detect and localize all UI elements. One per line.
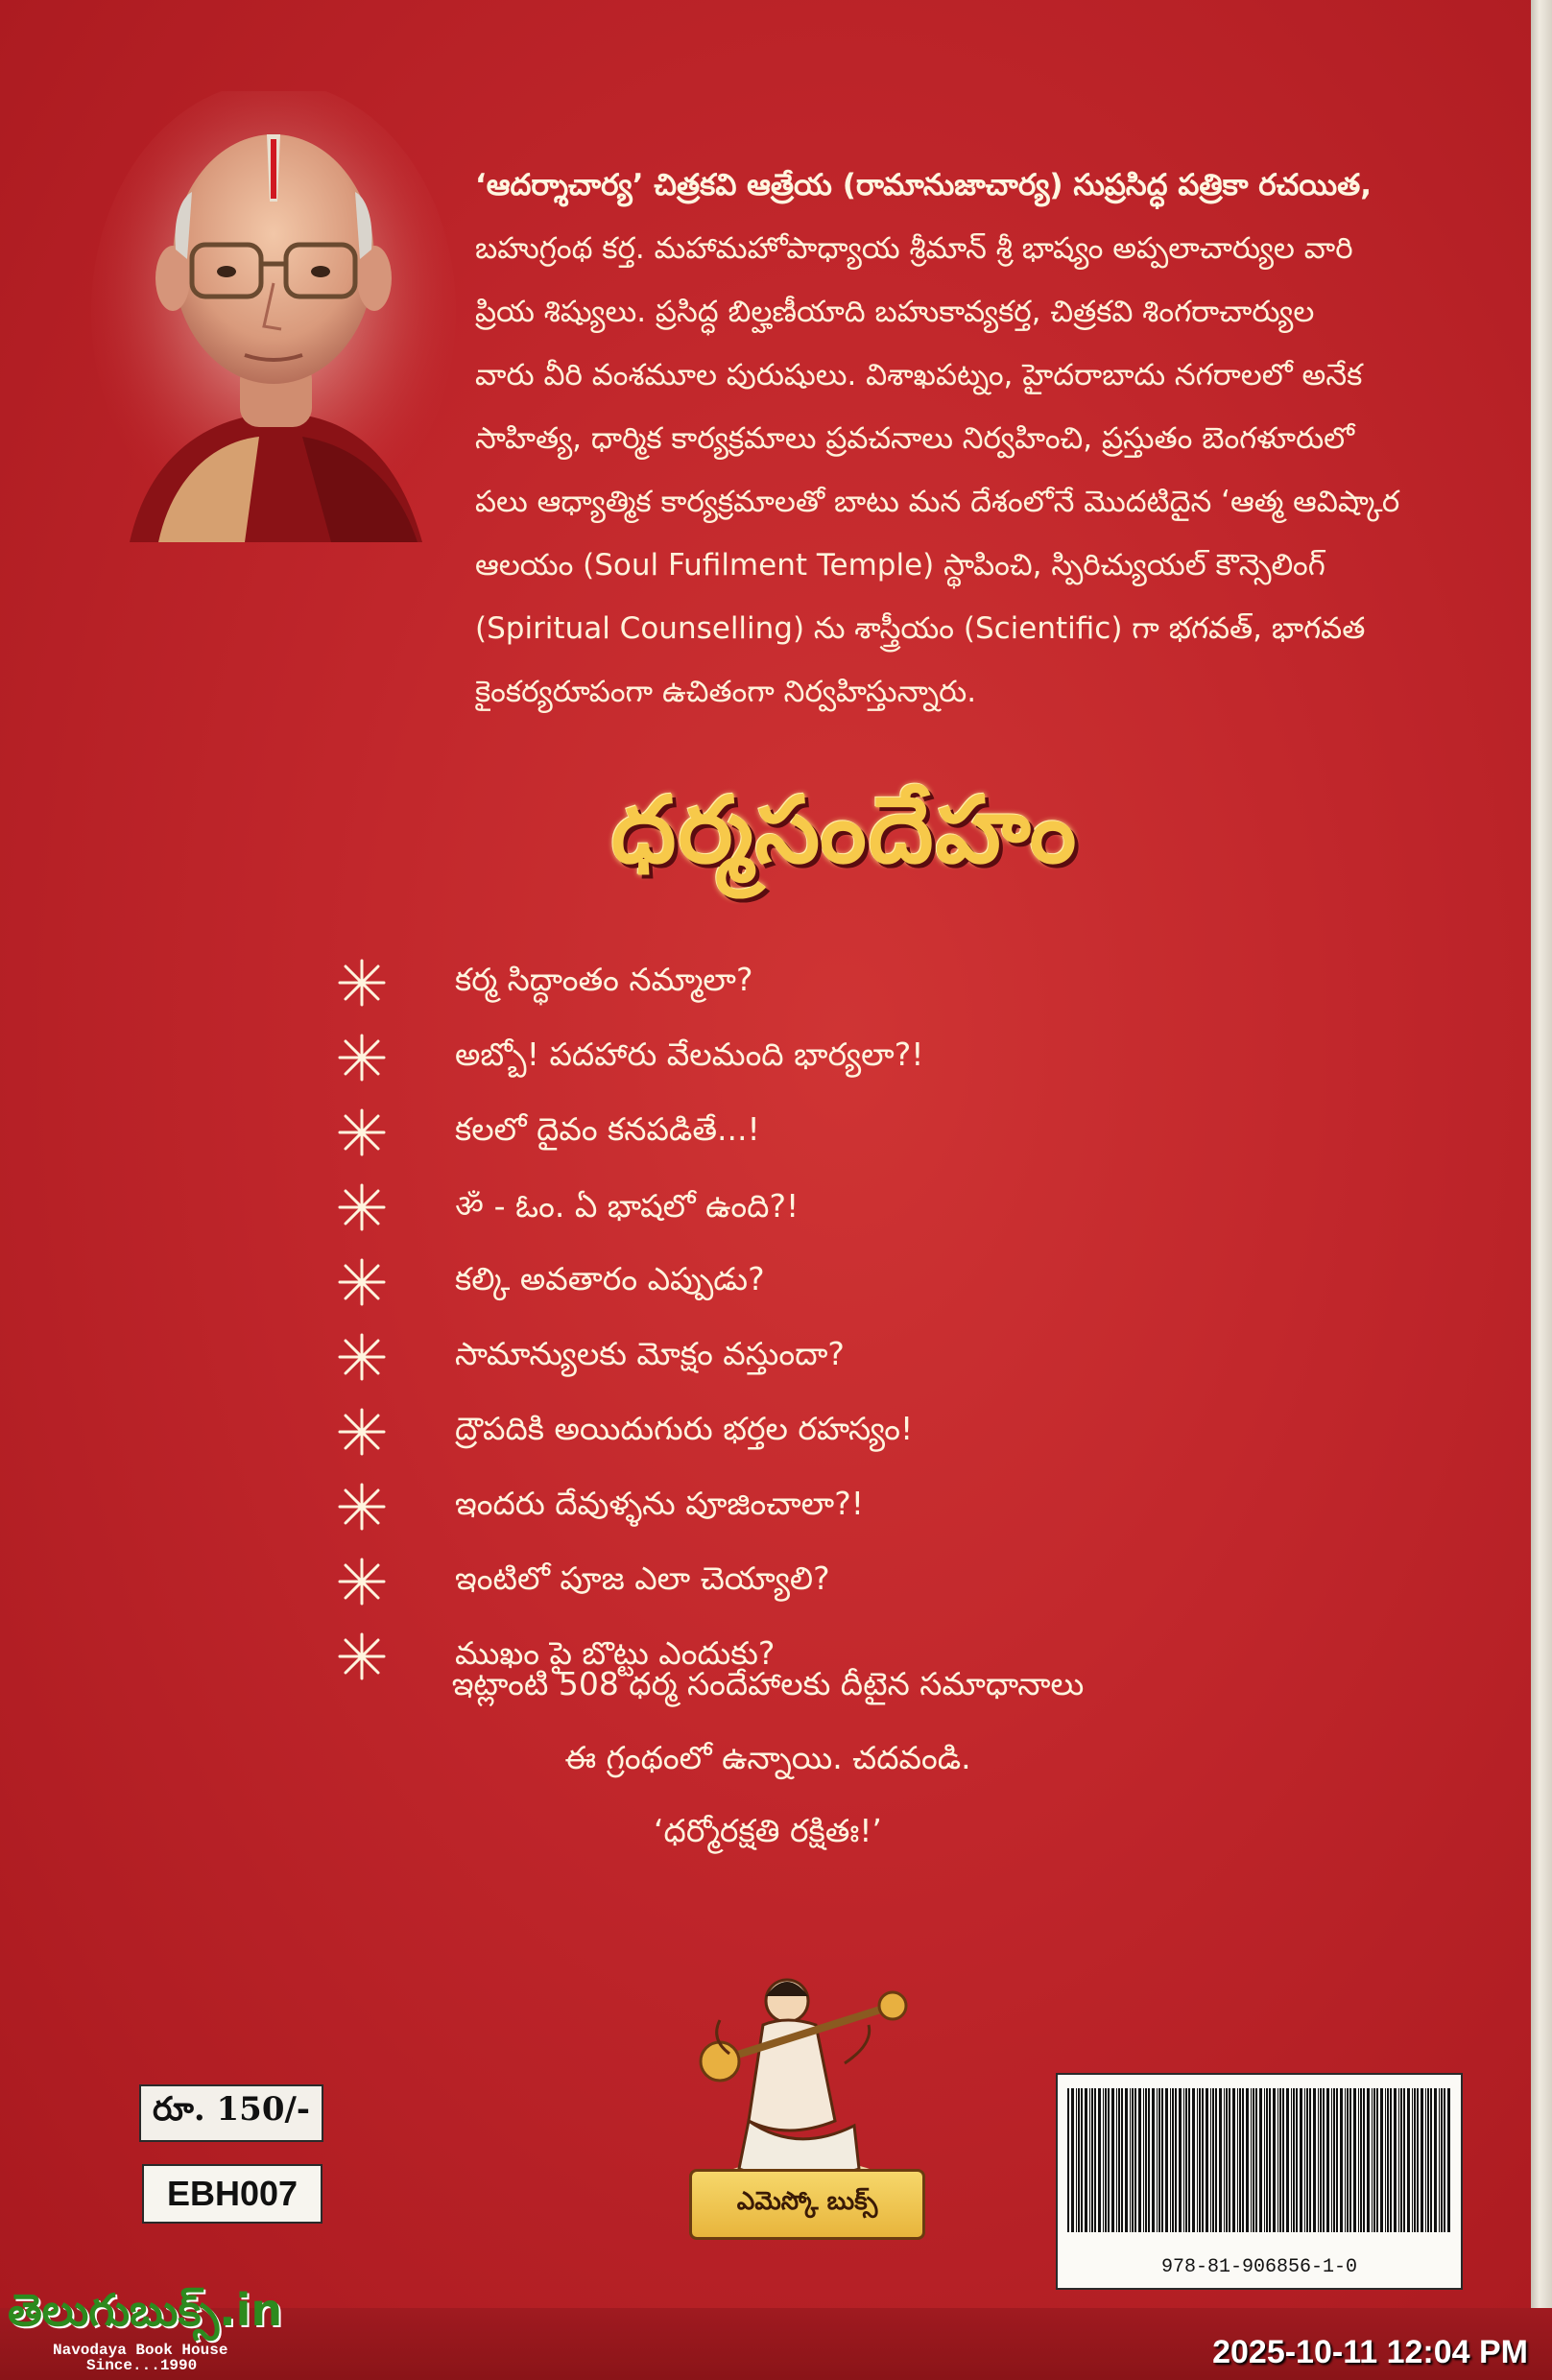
asterisk-icon	[336, 957, 388, 1009]
list-item	[336, 1320, 1200, 1394]
bio-line: ఆలయం (Soul Fufilment Temple) స్థాపించి, స్పిరిచ్యుయల్ కౌన్సెలింగ్	[475, 548, 1325, 583]
barcode	[1056, 2073, 1463, 2290]
asterisk-icon	[336, 1406, 388, 1458]
author-bio	[475, 154, 1521, 534]
bio-line: (Spiritual Counselling) ను శాస్త్రీయం (Scientific) గా భగవత్, భాగవత	[475, 611, 1366, 646]
question-text: కల్కి అవతారం ఎప్పుడు?	[455, 1259, 765, 1297]
list-item	[336, 1394, 1200, 1469]
bio-line: కైంకర్యరూపంగా ఉచితంగా నిర్వహిస్తున్నారు.	[475, 675, 977, 709]
question-text: ద్రౌపదికి అయిదుగురు భర్తల రహస్యం!	[455, 1409, 914, 1447]
photo-timestamp: 2025-10-11 12:04 PM	[1212, 2334, 1528, 2370]
publisher-name: ఎమెస్కో బుక్స్	[689, 2169, 925, 2240]
list-item	[336, 1245, 1200, 1320]
list-item	[336, 1095, 1200, 1170]
bio-line: బహుగ్రంథ కర్త. మహామహోపాధ్యాయ శ్రీమాన్ శ్రీ భాష్యం అప్పలాచార్యుల వారి	[475, 231, 1353, 266]
question-text: కలలో దైవం కనపడితే...!	[455, 1109, 760, 1148]
site-logo-since: Since...1990	[86, 2357, 198, 2374]
asterisk-icon	[336, 1032, 388, 1083]
bio-line: సాహిత్య, ధార్మిక కార్యక్రమాలు ప్రవచనాలు నిర్వహించి, ప్రస్తుతం బెంగళూరులో	[475, 421, 1355, 456]
author-bio-continued	[475, 534, 1521, 724]
question-text: సామాన్యులకు మోక్షం వస్తుందా?	[455, 1334, 845, 1372]
question-text: ఇంటిలో పూజ ఎలా చెయ్యాలి?	[455, 1559, 830, 1597]
bio-line: ‘ఆదర్శాచార్య’ చిత్రకవి ఆత్రేయ (రామానుజాచార్య) సుప్రసిద్ధ పత్రికా రచయిత,	[475, 168, 1373, 202]
isbn-number: 978-81-906856-1-0	[1160, 2256, 1358, 2278]
question-text: ముఖం పై బొట్టు ఎందుకు?	[455, 1633, 776, 1672]
product-code: EBH007	[142, 2164, 322, 2224]
asterisk-icon	[336, 1181, 388, 1233]
asterisk-icon	[336, 1331, 388, 1383]
list-item	[336, 1020, 1200, 1095]
bio-line: పలు ఆధ్యాత్మిక కార్యక్రమాలతో బాటు మన దేశంలోనే మొదటిదైన ‘ఆత్మ ఆవిష్కార	[475, 485, 1400, 519]
barcode-bars	[1067, 2088, 1451, 2232]
bio-line: వారు వీరి వంశమూల పురుషులు. విశాఖపట్నం, హైదరాబాదు నగరాలలో అనేక	[475, 358, 1363, 393]
site-logo-subtitle: Navodaya Book House	[53, 2342, 228, 2359]
closing-motto: ‘ధర్మోరక్షతి రక్షితః!’	[654, 1812, 882, 1849]
asterisk-icon	[336, 1481, 388, 1533]
asterisk-icon	[336, 1256, 388, 1308]
closing-line-1: ఇట్లాంటి 508 ధర్మ సందేహాలకు దీటైన సమాధానాలు	[451, 1665, 1085, 1702]
question-text: అబ్బో! పదహారు వేలమంది భార్యలా?!	[455, 1035, 924, 1073]
bio-line: ప్రియ శిష్యులు. ప్రసిద్ధ బిల్హణీయాది బహుకావ్యకర్త, చిత్రకవి శింగరాచార్యుల	[475, 295, 1315, 329]
author-portrait	[91, 91, 456, 542]
book-title: ధర్మసందేహం	[610, 775, 1079, 884]
list-item	[336, 1170, 1200, 1245]
price-label: రూ. 150/-	[139, 2084, 323, 2142]
question-text: ॐ - ఓం. ఏ భాషలో ఉంది?!	[455, 1186, 800, 1225]
question-text: కర్మ సిద్ధాంతం నమ్మాలా?	[455, 960, 753, 998]
question-list	[336, 945, 1200, 1694]
asterisk-icon	[336, 1556, 388, 1607]
asterisk-icon	[336, 1107, 388, 1158]
list-item	[336, 1469, 1200, 1544]
list-item	[336, 1544, 1200, 1619]
closing-line-2: ఈ గ్రంథంలో ఉన్నాయి. చదవండి.	[564, 1739, 971, 1776]
question-text: ఇందరు దేవుళ్ళను పూజించాలా?!	[455, 1484, 864, 1522]
site-logo-text: తెలుగుబుక్స్.in	[8, 2284, 283, 2336]
page-edge	[1531, 0, 1552, 2380]
list-item	[336, 945, 1200, 1020]
